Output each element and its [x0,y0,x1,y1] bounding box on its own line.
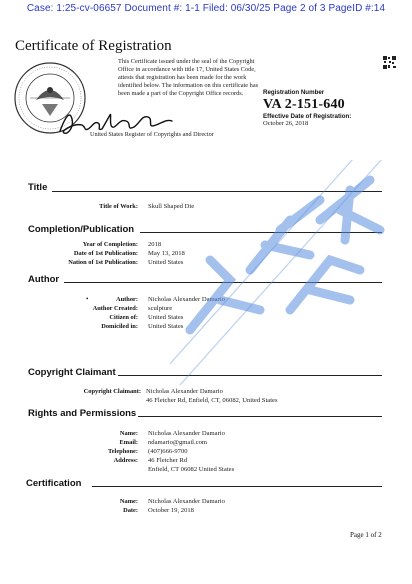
section-divider [138,416,382,417]
certification-name-label: Name: [119,498,138,505]
intro-line: attests that registration has been made for the work [118,74,247,81]
section-divider [52,191,382,192]
certification-date-label: Date: [123,507,138,514]
section-title-author: Author [28,274,60,285]
first-publication-nation-label: Nation of 1st Publication: [68,259,138,266]
section-title-claimant: Copyright Claimant [28,367,116,378]
section-title-certification: Certification [26,478,82,489]
section-divider [64,282,382,283]
qr-code-icon [383,56,396,69]
domiciled-in-value: United States [148,323,184,330]
section-divider [92,486,382,487]
rights-address-label: Address: [113,457,138,464]
author-created-label: Author Created: [92,305,138,312]
first-publication-date-label: Date of 1st Publication: [73,250,138,257]
register-director-title: United States Register of Copyrights and Director [90,131,214,138]
certification-name-value: Nicholas Alexander Damario [148,498,225,505]
intro-line: Office in accordance with title 17, United States Code, [118,66,256,73]
rights-telephone-value: (407)666-9700 [148,448,188,455]
certificate-intro [118,58,268,98]
first-publication-nation-value: United States [148,259,184,266]
author-created-value: sculpture [148,305,173,312]
rights-address-line2: Enfield, CT 06082 United States [148,466,235,473]
rights-email-value: ndamario@gmail.com [148,439,207,446]
year-of-completion-label: Year of Completion: [82,241,138,248]
intro-line: been made a part of the Copyright Office records. [118,90,244,97]
section-title-rights: Rights and Permissions [28,408,137,419]
author-bullet-icon: • [86,295,89,303]
section-divider [140,232,382,233]
case-header: Case: 1:25-cv-06657 Document #: 1-1 Filed: 06/30/25 Page 2 of 3 PageID #:14 [26,3,386,14]
rights-telephone-label: Telephone: [108,448,138,455]
author-label: Author: [115,296,138,303]
section-divider [118,375,382,376]
registration-number-label: Registration Number [263,89,325,96]
title-of-work-label: Title of Work: [99,203,138,210]
intro-line: This Certificate issued under the seal of the Copyright [118,58,255,65]
citizen-of-value: United States [148,314,184,321]
copyright-claimant-label: Copyright Claimant: [83,388,141,395]
citizen-of-label: Citizen of: [109,314,138,321]
rights-name-value: Nicholas Alexander Damario [148,430,225,437]
section-title-completion: Completion/Publication [28,224,135,235]
rights-email-label: Email: [119,439,138,446]
rights-name-label: Name: [119,430,138,437]
domiciled-in-label: Domiciled in: [101,323,138,330]
section-title-title: Title [28,182,48,193]
effective-date: October 26, 2018 [263,120,309,127]
first-publication-date-value: May 13, 2018 [148,250,185,257]
intro-line: identified below. The information on this certificate has [118,82,259,89]
copyright-claimant-address: 46 Fletcher Rd, Enfield, CT, 06082, United States [146,397,278,404]
certificate-title: Certificate of Registration [15,38,172,54]
author-value: Nicholas Alexander Damario [148,296,225,303]
watermark-icon [170,160,400,390]
year-of-completion-value: 2018 [148,241,162,248]
rights-address-value: 46 Fletcher Rd [148,457,188,464]
effective-date-label: Effective Date of Registration: [263,113,352,120]
page-number: Page 1 of 2 [350,531,382,539]
registration-number: VA 2-151-640 [263,97,345,112]
copyright-claimant-name: Nicholas Alexander Damario [146,388,223,395]
title-of-work-value: Skull Shaped Die [148,203,195,210]
certification-date-value: October 19, 2018 [148,507,194,514]
